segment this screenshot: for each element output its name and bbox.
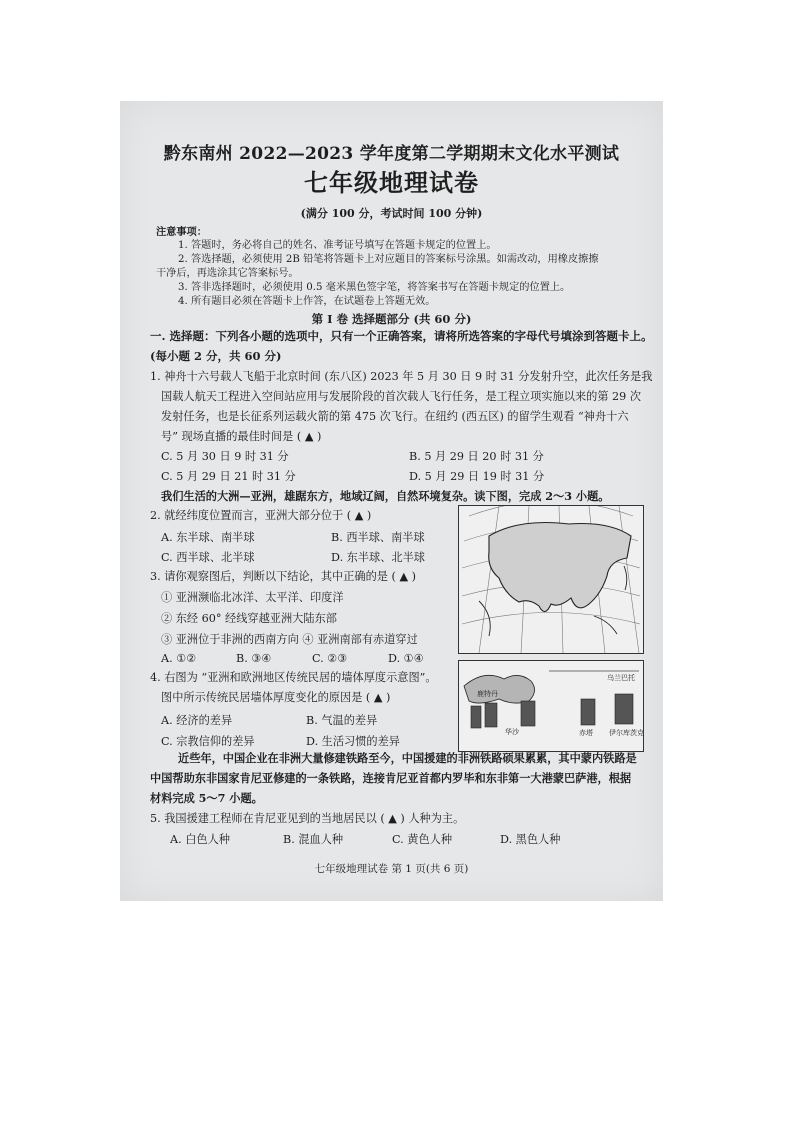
- q3-statement: ② 东经 60° 经线穿越亚洲大陆东部: [161, 612, 337, 625]
- q5-option-c: C. 黄色人种: [392, 833, 453, 846]
- q2-option-a: A. 东半球、南半球: [161, 531, 255, 544]
- q5-option-d: D. 黑色人种: [500, 833, 561, 846]
- q1-option-b: B. 5 月 29 日 20 时 31 分: [409, 450, 544, 463]
- map-label-warsaw: 华沙: [505, 728, 519, 736]
- q2-stem: 2. 就经纬度位置而言，亚洲大部分位于 ( ▲ ): [150, 509, 372, 522]
- q1-line: 号” 现场直播的最佳时间是 ( ▲ ): [161, 430, 322, 443]
- q4-option-a: A. 经济的差异: [161, 714, 233, 727]
- note-item: 1. 答题时，务必将自己的姓名、准考证号填写在答题卡规定的位置上。: [178, 240, 497, 251]
- map-label-ulaanbaatar: 乌兰巴托: [607, 674, 635, 682]
- note-item: 干净后，再选涂其它答案标号。: [156, 268, 299, 279]
- section-instruction-score: (每小题 2 分，共 60 分): [150, 349, 282, 363]
- q3-option-c: C. ②③: [312, 652, 348, 665]
- exam-paper: [120, 101, 663, 901]
- q5-option-a: A. 白色人种: [170, 833, 230, 846]
- q3-stem: 3. 请你观察图后，判断以下结论，其中正确的是 ( ▲ ): [150, 570, 416, 583]
- q3-statement: ③ 亚洲位于非洲的西南方向 ④ 亚洲南部有赤道穿过: [161, 633, 418, 646]
- asia-map-svg: [459, 506, 643, 653]
- q3-option-d: D. ①④: [388, 652, 424, 665]
- note-item: 4. 所有题目必须在答题卡上作答，在试题卷上答题无效。: [178, 296, 436, 307]
- intro-questions-5-7: 材料完成 5～7 小题。: [150, 791, 263, 805]
- q4-option-d: D. 生活习惯的差异: [306, 735, 400, 748]
- q1-line: 1. 神舟十六号载人飞船于北京时间 (东八区) 2023 年 5 月 30 日 9 时 31 分发射升空，此次任务是我: [150, 370, 653, 383]
- q2-option-d: D. 东半球、北半球: [331, 551, 425, 564]
- note-item: 2. 答选择题，必须使用 2B 铅笔将答题卡上对应题目的答案标号涂黑。如需改动，用橡皮擦擦: [178, 254, 599, 265]
- map-label-rotterdam: 鹿特丹: [477, 690, 498, 698]
- q4-option-c: C. 宗教信仰的差异: [161, 735, 255, 748]
- exam-title-line1: 黔东南州 2022—2023 学年度第二学期期末文化水平测试: [163, 144, 620, 164]
- exam-title-line2: 七年级地理试卷: [304, 168, 479, 197]
- q4-option-b: B. 气温的差异: [306, 714, 378, 727]
- q1-option-c: C. 5 月 29 日 21 时 31 分: [161, 470, 296, 483]
- notes-heading: 注意事项：: [156, 226, 207, 238]
- exam-subtitle: (满分 100 分，考试时间 100 分钟): [300, 207, 483, 220]
- q1-option-d: D. 5 月 29 日 19 时 31 分: [409, 470, 545, 483]
- asia-map-figure: [458, 505, 644, 654]
- intro-questions-2-3: 我们生活的大洲—亚洲，雄踞东方，地域辽阔，自然环境复杂。读下图，完成 2～3 小题。: [161, 489, 610, 503]
- q2-option-b: B. 西半球、南半球: [331, 531, 425, 544]
- q3-option-a: A. ①②: [161, 652, 197, 665]
- map-label-chita: 赤塔: [579, 729, 593, 737]
- wall-thickness-map: [458, 660, 644, 752]
- q4-stem-2: 图中所示传统民居墙体厚度变化的原因是 ( ▲ ): [161, 691, 391, 704]
- q4-stem: 4. 右图为 “亚洲和欧洲地区传统民居的墙体厚度示意图”。: [150, 671, 437, 684]
- page-footer: 七年级地理试卷 第 1 页(共 6 页): [314, 863, 469, 875]
- intro-questions-5-7: 中国帮助东非国家肯尼亚修建的一条铁路，连接肯尼亚首都内罗毕和东非第一大港蒙巴萨港，根据: [150, 771, 632, 785]
- q3-option-b: B. ③④: [236, 652, 272, 665]
- section-title: 第 I 卷 选择题部分 (共 60 分): [311, 312, 472, 326]
- q5-option-b: B. 混血人种: [283, 833, 344, 846]
- q2-option-c: C. 西半球、北半球: [161, 551, 255, 564]
- q3-statement: ① 亚洲濒临北冰洋、太平洋、印度洋: [161, 591, 344, 604]
- q5-stem: 5. 我国援建工程师在肯尼亚见到的当地居民以 ( ▲ ) 人种为主。: [150, 812, 465, 825]
- note-item: 3. 答非选择题时，必须使用 0.5 毫米黑色签字笔，将答案书写在答题卡规定的位置上。: [178, 282, 571, 293]
- q1-option-a: C. 5 月 30 日 9 时 31 分: [161, 450, 289, 463]
- intro-questions-5-7: 近些年，中国企业在非洲大量修建铁路至今，中国援建的非洲铁路硕果累累，其中蒙内铁路是: [178, 751, 637, 765]
- q1-line: 发射任务，也是长征系列运载火箭的第 475 次飞行。在纽约 (西五区) 的留学生观看 “神舟十六: [161, 410, 629, 423]
- section-instruction: 一. 选择题：下列各小题的选项中，只有一个正确答案，请将所选答案的字母代号填涂到答题卡上。: [150, 329, 653, 343]
- map-label-irkutsk: 伊尔库茨克: [609, 729, 644, 737]
- q1-line: 国载人航天工程进入空间站应用与发展阶段的首次载人飞行任务，是工程立项实施以来的第 29 次: [161, 390, 642, 403]
